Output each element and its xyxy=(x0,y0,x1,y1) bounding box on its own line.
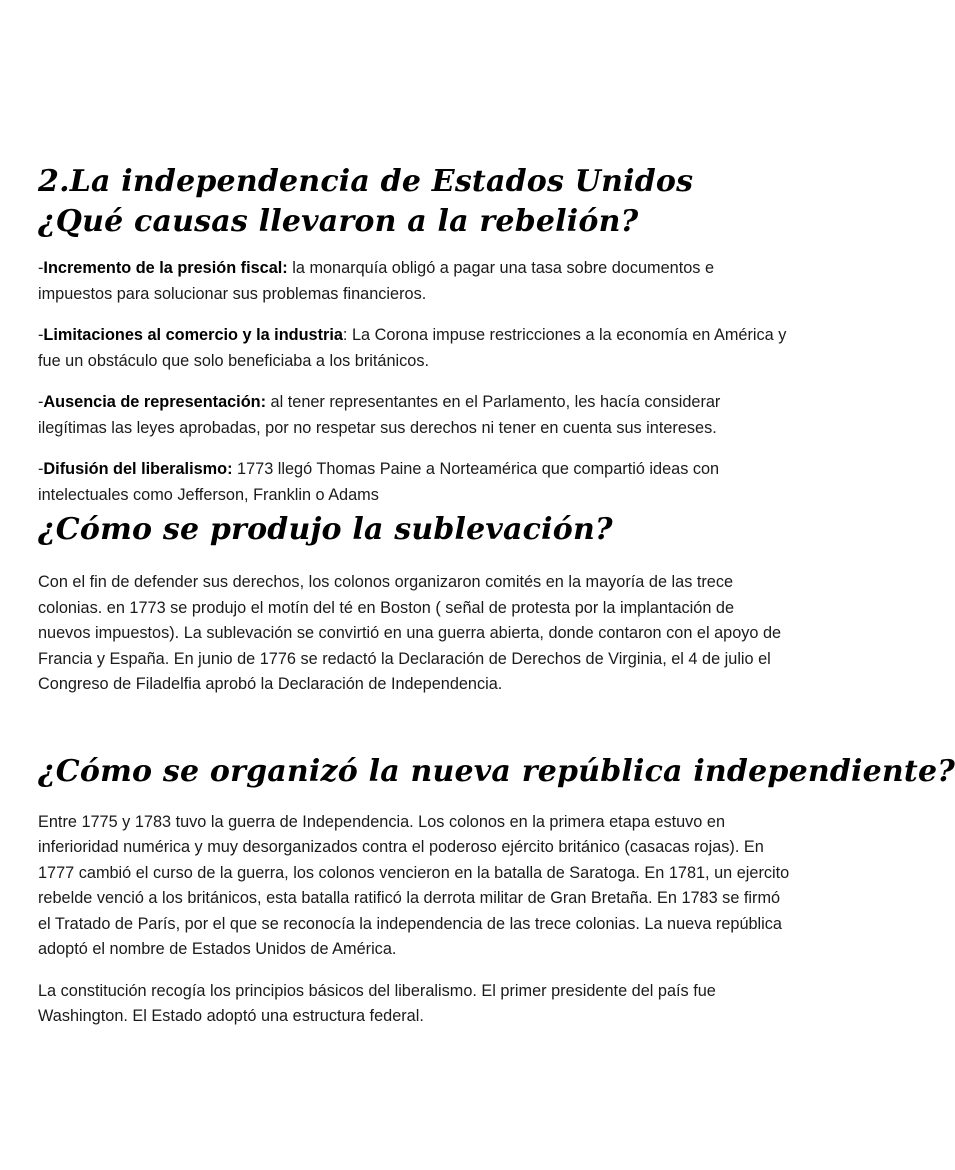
cause-term: Difusión del liberalismo: xyxy=(43,460,233,478)
cause-item xyxy=(38,457,790,508)
document-title: 2.La independencia de Estados Unidos xyxy=(38,164,694,199)
uprising-paragraph: Con el fin de defender sus derechos, los colonos organizaron comités en la mayoría de las trece colonias. en 1773 se produjo el motín del té en Boston ( señal de protesta por la implantación de nuevos impuestos). La sublevación se convirtió en una guerra abierta, donde contaron con el apoyo de Francia y España. En junio de 1776 se redactó la Declaración de Derechos de Virginia, el 4 de julio el Congreso de Filadelfia aprobó la Declaración de Independencia. xyxy=(38,573,782,693)
cause-text: la monarquía obligó a pagar una tasa sobre documentos e impuestos para solucionar sus problemas financieros. xyxy=(38,259,715,303)
cause-prefix: - xyxy=(38,259,44,277)
cause-item xyxy=(38,256,790,307)
cause-prefix: - xyxy=(38,326,44,344)
cause-text: 1773 llegó Thomas Paine a Norteamérica que compartió ideas con intelectuales como Jefferson, Franklin o Adams xyxy=(38,460,720,504)
republic-paragraph-1: Entre 1775 y 1783 tuvo la guerra de Independencia. Los colonos en la primera etapa estuvo en inferioridad numérica y muy desorganizados contra el poderoso ejército británico (casacas rojas). En 1777 cambió el curso de la guerra, los colonos vencieron en la batalla de Saratoga. En 1781, un ejercito rebelde venció a los británicos, esta batalla ratificó la derrota militar de Gran Bretaña. En 1783 se firmó el Tratado de París, por el que se reconocía la independencia de las trece colonias. La nueva república adoptó el nombre de Estados Unidos de América. xyxy=(38,812,790,958)
cause-prefix: - xyxy=(38,393,44,411)
cause-term: Ausencia de representación: xyxy=(43,393,267,411)
cause-term: Incremento de la presión fiscal: xyxy=(43,259,288,277)
cause-prefix: - xyxy=(38,460,44,478)
cause-term: Limitaciones al comercio y la industria xyxy=(43,326,343,344)
section-heading-republic: ¿Cómo se organizó la nueva república independiente? xyxy=(38,753,955,789)
section-heading-causes: ¿Qué causas llevaron a la rebelión? xyxy=(38,204,639,239)
cause-text: al tener representantes en el Parlamento, les hacía considerar ilegítimas las leyes aprobadas, por no respetar sus derechos ni tener en cuenta sus intereses. xyxy=(38,393,721,437)
cause-item xyxy=(38,390,790,441)
cause-item xyxy=(38,323,790,374)
section-heading-uprising: ¿Cómo se produjo la sublevación? xyxy=(38,512,613,547)
document-page xyxy=(38,162,955,1030)
republic-paragraph-2: La constitución recogía los principios básicos del liberalismo. El primer presidente del país fue Washington. El Estado adoptó una estructura federal. xyxy=(38,981,716,1025)
cause-text: : La Corona impuse restricciones a la economía en América y fue un obstáculo que solo beneficiaba a los británicos. xyxy=(38,326,787,370)
